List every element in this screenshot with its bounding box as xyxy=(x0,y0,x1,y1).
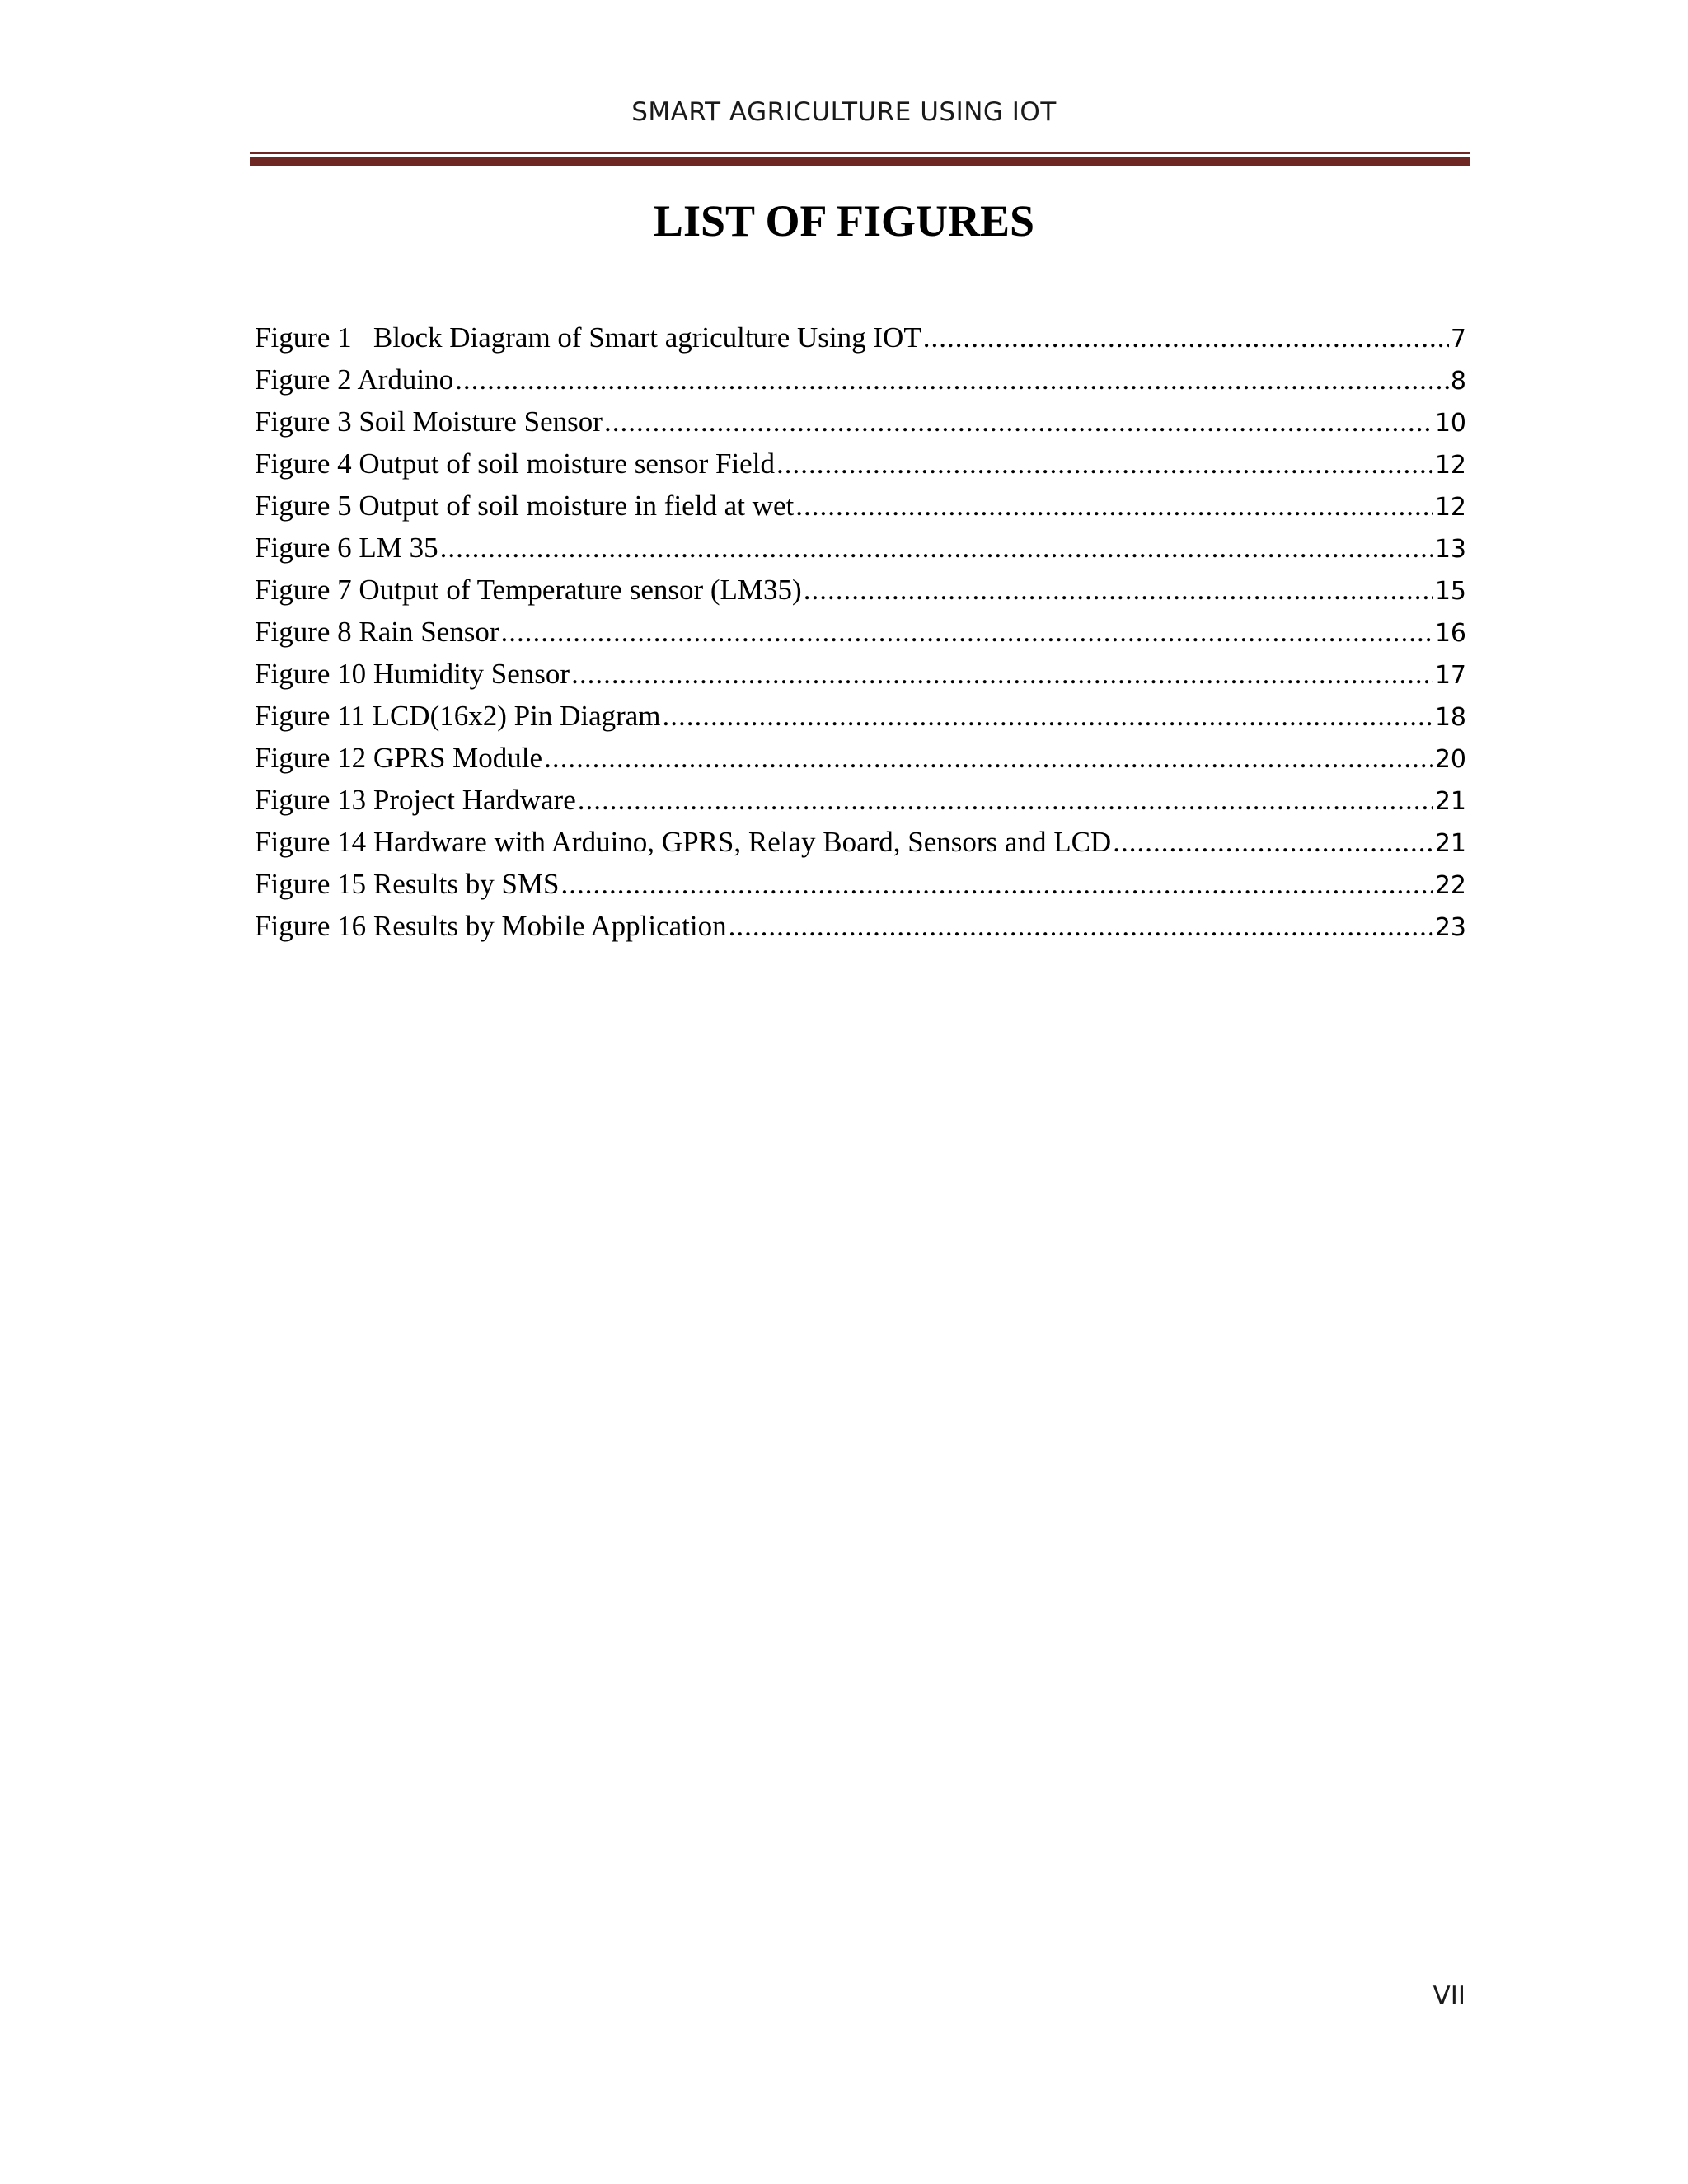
figure-entry-label: Figure 7 Output of Temperature sensor (LM35) xyxy=(255,574,802,606)
page-title: LIST OF FIGURES xyxy=(653,196,1035,246)
header-rule-thin xyxy=(250,152,1470,154)
figure-entry[interactable] xyxy=(255,784,1466,826)
figure-entry-label: Figure 2 Arduino xyxy=(255,363,454,396)
figure-entry[interactable] xyxy=(255,405,1466,448)
dot-leader xyxy=(604,405,1433,438)
figure-entry-label: Figure 13 Project Hardware xyxy=(255,784,576,816)
figure-entry-label: Figure 10 Humidity Sensor xyxy=(255,658,570,690)
figure-entry-label: Figure 3 Soil Moisture Sensor xyxy=(255,405,603,438)
figure-entry-page: 20 xyxy=(1434,745,1466,774)
figure-entry-label: Figure 11 LCD(16x2) Pin Diagram xyxy=(255,700,661,732)
dot-leader xyxy=(663,700,1433,733)
figure-entry-label: Figure 6 LM 35 xyxy=(255,532,438,564)
figure-entry[interactable] xyxy=(255,826,1466,868)
figure-entry-label: Figure 1 Block Diagram of Smart agriculture Using IOT xyxy=(255,321,921,354)
figure-entry-page: 8 xyxy=(1450,367,1466,396)
dot-leader xyxy=(455,363,1449,396)
running-header: SMART AGRICULTURE USING IOT xyxy=(631,97,1057,127)
figure-entry[interactable] xyxy=(255,363,1466,405)
dot-leader xyxy=(729,910,1433,943)
figure-entry-page: 17 xyxy=(1434,661,1466,690)
figure-entry[interactable] xyxy=(255,532,1466,574)
figure-entry-page: 16 xyxy=(1434,619,1466,648)
figure-entry[interactable] xyxy=(255,321,1466,363)
figure-entry[interactable] xyxy=(255,700,1466,742)
dot-leader xyxy=(571,658,1433,691)
dot-leader xyxy=(776,448,1433,480)
figure-entry-page: 13 xyxy=(1434,535,1466,564)
figure-entry[interactable] xyxy=(255,490,1466,532)
figure-entry-page: 10 xyxy=(1434,409,1466,438)
dot-leader xyxy=(544,742,1433,775)
figure-entry[interactable] xyxy=(255,910,1466,952)
figure-entry[interactable] xyxy=(255,574,1466,616)
dot-leader xyxy=(1113,826,1433,859)
figure-entry-page: 18 xyxy=(1434,703,1466,732)
figure-list xyxy=(255,321,1466,952)
figure-entry-page: 21 xyxy=(1434,787,1466,816)
header-rule-thick xyxy=(250,157,1470,166)
dot-leader xyxy=(501,616,1433,649)
figure-entry-page: 12 xyxy=(1434,451,1466,480)
figure-entry[interactable] xyxy=(255,658,1466,700)
figure-entry-label: Figure 8 Rain Sensor xyxy=(255,616,499,648)
figure-entry-label: Figure 5 Output of soil moisture in field at wet xyxy=(255,490,795,522)
figure-entry[interactable] xyxy=(255,868,1466,910)
figure-entry-page: 12 xyxy=(1434,493,1466,522)
figure-entry-page: 22 xyxy=(1434,871,1466,900)
figure-entry-page: 21 xyxy=(1434,829,1466,858)
dot-leader xyxy=(923,321,1449,354)
figure-entry[interactable] xyxy=(255,616,1466,658)
figure-entry-label: Figure 16 Results by Mobile Application xyxy=(255,910,727,942)
dot-leader xyxy=(440,532,1433,565)
figure-entry[interactable] xyxy=(255,742,1466,784)
figure-entry-label: Figure 15 Results by SMS xyxy=(255,868,560,900)
figure-entry-page: 7 xyxy=(1450,325,1466,354)
figure-entry-label: Figure 4 Output of soil moisture sensor Field xyxy=(255,448,775,480)
dot-leader xyxy=(804,574,1433,607)
dot-leader xyxy=(578,784,1433,817)
figure-entry-label: Figure 12 GPRS Module xyxy=(255,742,543,774)
figure-entry[interactable] xyxy=(255,448,1466,490)
dot-leader xyxy=(795,490,1433,523)
page-number: VII xyxy=(1432,1981,1465,2011)
dot-leader xyxy=(561,868,1433,901)
figure-entry-page: 15 xyxy=(1434,577,1466,606)
figure-entry-page: 23 xyxy=(1434,913,1466,942)
figure-entry-label: Figure 14 Hardware with Arduino, GPRS, Relay Board, Sensors and LCD xyxy=(255,826,1112,858)
